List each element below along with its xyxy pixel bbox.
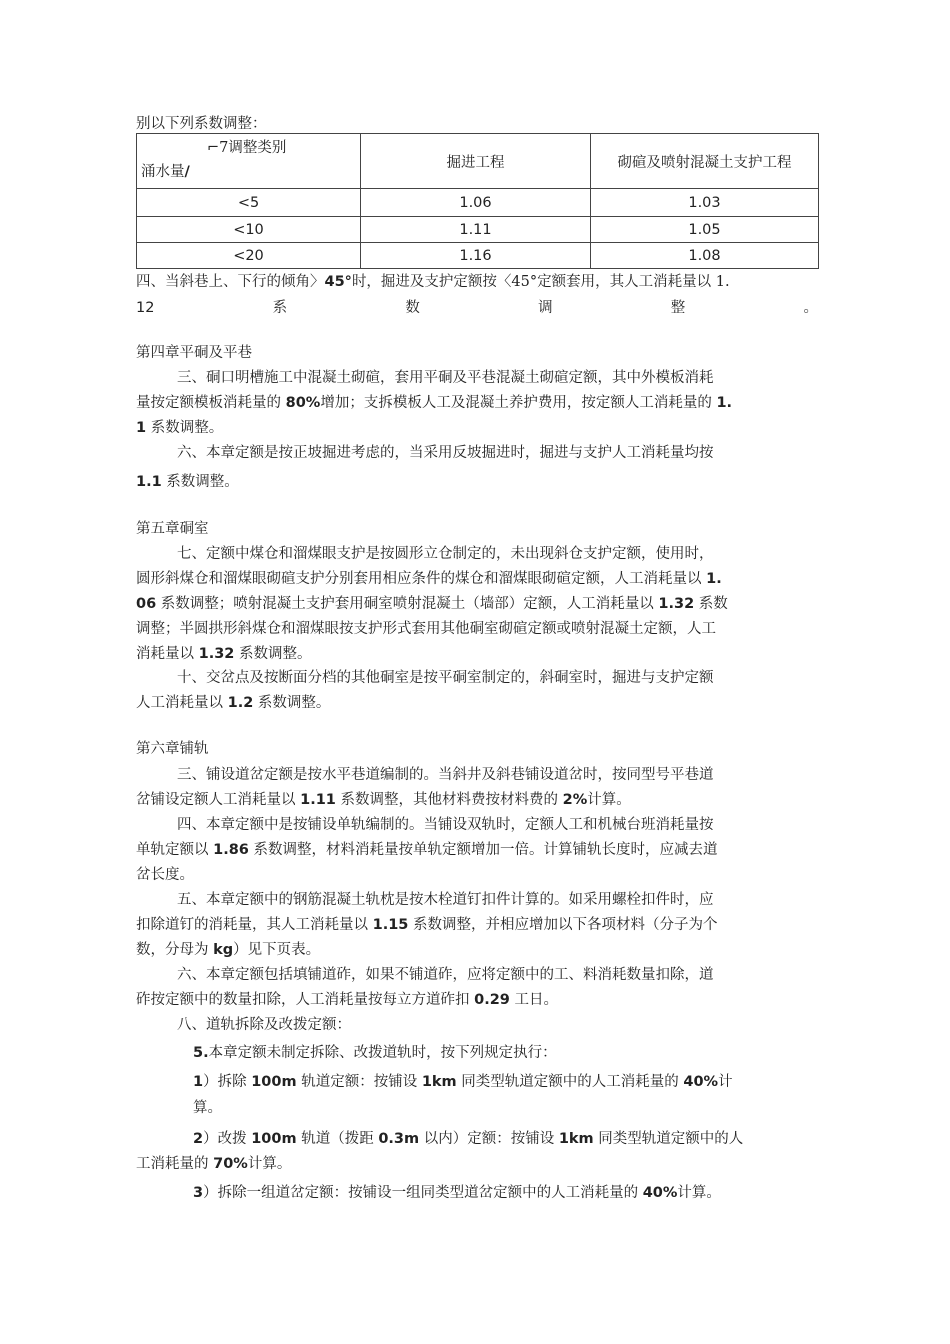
ch4-p3-line-1: 三、硐口明槽施工中混凝土砌碹，套用平硐及平巷混凝土砌碹定额，其中外模板消耗: [177, 370, 714, 386]
table-row: [137, 189, 819, 217]
ch6-p6-line-1: 六、本章定额包括填铺道砟，如果不铺道砟，应将定额中的工、料消耗数量扣除，道: [177, 967, 714, 983]
ch6-p5-line-1: 五、本章定额中的钢筋混凝土轨枕是按木栓道钉扣件计算的。如采用螺栓扣件时，应: [177, 892, 714, 908]
table-row: [137, 243, 819, 269]
ch5-p7-line-1: 七、定额中煤仓和溜煤眼支护是按圆形立仓制定的，未出现斜仓支护定额，使用时，: [177, 546, 714, 562]
row-value-1: 1.06: [361, 189, 591, 217]
paragraph-4-line-1: 四、当斜巷上、下行的倾角〉45°时，掘进及支护定额按〈45°定额套用，其人工消耗量以 1.: [136, 274, 730, 290]
table-col-header-2: 砌碹及喷射混凝土支护工程: [591, 134, 819, 189]
corner-top-label: ⌐7调整类别: [207, 140, 287, 156]
chapter-4-title: 第四章平硐及平巷: [136, 345, 252, 361]
ch4-p3-line-2: 量按定额模板消耗量的 80%增加；支拆模板人工及混凝土养护费用，按定额人工消耗量的 1.: [136, 395, 733, 411]
ch5-p7-line-5: 消耗量以 1.32 系数调整。: [136, 646, 312, 662]
corner-bottom-label: 涌水量/: [141, 164, 190, 180]
row-label: <10: [137, 217, 361, 243]
table-corner-cell: [137, 134, 361, 189]
row-label: <20: [137, 243, 361, 269]
coefficient-table: [136, 133, 819, 269]
ch6-item-5: 5.本章定额未制定拆除、改拨道轨时，按下列规定执行：: [193, 1045, 557, 1061]
ch4-p6-line-2: 1.1 系数调整。: [136, 474, 239, 490]
ch6-p5-line-3: 数，分母为 kg）见下页表。: [136, 942, 321, 958]
ch5-p7-line-2: 圆形斜煤仓和溜煤眼砌碹支护分别套用相应条件的煤仓和溜煤眼砌碹定额，人工消耗量以 1.: [136, 571, 722, 587]
row-value-1: 1.11: [361, 217, 591, 243]
ch6-item-1: 1）拆除 100m 轨道定额：按铺设 1km 同类型轨道定额中的人工消耗量的 40%计: [193, 1074, 733, 1090]
ch5-p10-line-1: 十、交岔点及按断面分档的其他硐室是按平硐室制定的，斜硐室时，掘进与支护定额: [177, 670, 714, 686]
ch4-p6-line-1: 六、本章定额是按正坡掘进考虑的，当采用反坡掘进时，掘进与支护人工消耗量均按: [177, 445, 714, 461]
row-value-2: 1.03: [591, 189, 819, 217]
table-header-row: [137, 134, 819, 189]
ch6-p5-line-2: 扣除道钉的消耗量，其人工消耗量以 1.15 系数调整，并相应增加以下各项材料（分子为个: [136, 917, 718, 933]
ch6-p4-line-2: 单轨定额以 1.86 系数调整，材料消耗量按单轨定额增加一倍。计算铺轨长度时，应减去道: [136, 842, 718, 858]
ch5-p7-line-3: 06 系数调整；喷射混凝土支护套用硐室喷射混凝土（墙部）定额，人工消耗量以 1.32 系数: [136, 596, 728, 612]
chapter-6-title: 第六章铺轨: [136, 741, 209, 757]
ch6-item-3: 3）拆除一组道岔定额：按铺设一组同类型道岔定额中的人工消耗量的 40%计算。: [193, 1185, 721, 1201]
ch6-p4-line-1: 四、本章定额中是按铺设单轨编制的。当铺设双轨时，定额人工和机械台班消耗量按: [177, 817, 714, 833]
table-row: [137, 217, 819, 243]
row-value-2: 1.05: [591, 217, 819, 243]
intro-text: 别以下列系数调整：: [136, 116, 267, 132]
row-label: <5: [137, 189, 361, 217]
row-value-2: 1.08: [591, 243, 819, 269]
ch5-p7-line-4: 调整；半圆拱形斜煤仓和溜煤眼按支护形式套用其他硐室砌碹定额或喷射混凝土定额，人工: [136, 621, 716, 637]
ch6-p3-line-2: 岔铺设定额人工消耗量以 1.11 系数调整，其他材料费按材料费的 2%计算。: [136, 792, 631, 808]
ch4-p3-line-3: 1 系数调整。: [136, 420, 224, 436]
table-col-header-1: 掘进工程: [361, 134, 591, 189]
ch5-p10-line-2: 人工消耗量以 1.2 系数调整。: [136, 695, 331, 711]
ch6-p3-line-1: 三、铺设道岔定额是按水平巷道编制的。当斜井及斜巷铺设道岔时，按同型号平巷道: [177, 767, 714, 783]
chapter-5-title: 第五章硐室: [136, 521, 209, 537]
ch6-p6-line-2: 砟按定额中的数量扣除，人工消耗量按每立方道砟扣 0.29 工日。: [136, 992, 558, 1008]
row-value-1: 1.16: [361, 243, 591, 269]
ch6-p8: 八、道轨拆除及改拨定额：: [177, 1017, 351, 1033]
ch6-item-2-line-2: 工消耗量的 70%计算。: [136, 1156, 292, 1172]
paragraph-4-line-2: 12 系 数 调 整 。: [136, 300, 818, 316]
ch6-item-2: 2）改拨 100m 轨道（拨距 0.3m 以内）定额：按铺设 1km 同类型轨道定额中的人: [193, 1131, 744, 1147]
ch6-p4-line-3: 岔长度。: [136, 867, 194, 883]
ch6-item-1-line-2: 算。: [193, 1100, 222, 1116]
